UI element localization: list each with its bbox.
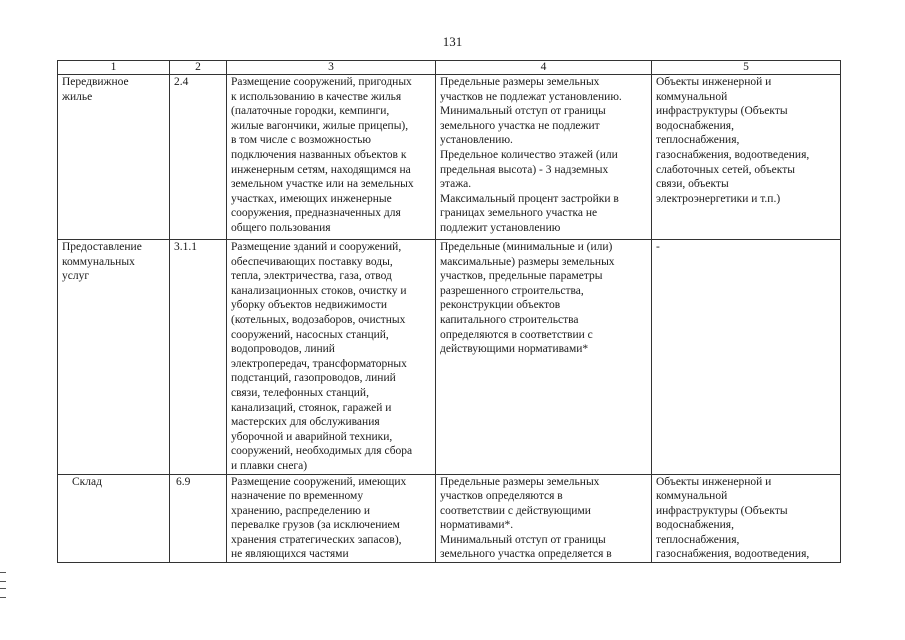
parameters-cell bbox=[436, 240, 652, 475]
text-line: тепла, электричества, газа, отвод bbox=[231, 270, 392, 283]
text-line: и плавки снега) bbox=[231, 459, 308, 472]
parameters-cell bbox=[436, 75, 652, 240]
text-line: Предоставление bbox=[62, 241, 142, 253]
text-line: земельного участка определяется в bbox=[440, 548, 612, 561]
column-header: 5 bbox=[652, 61, 841, 75]
text-line: подстанций, газопроводов, линий bbox=[231, 372, 396, 385]
text-line: 2.4 bbox=[174, 76, 189, 88]
binding-margin-mark bbox=[0, 572, 6, 598]
text-line: газоснабжения, водоотведения, bbox=[656, 548, 810, 561]
text-line: коммунальных bbox=[62, 255, 135, 268]
text-line: теплоснабжения, bbox=[656, 533, 740, 546]
auxiliary-uses-cell bbox=[652, 474, 841, 563]
text-line: Предельные размеры земельных bbox=[440, 76, 600, 88]
text-line: канализационных стоков, очистку и bbox=[231, 284, 407, 297]
text-line: максимальные) размеры земельных bbox=[440, 255, 615, 268]
table-header-row bbox=[58, 61, 841, 75]
text-line: инфраструктуры (Объекты bbox=[656, 504, 788, 517]
text-line: газоснабжения, водоотведения, bbox=[656, 148, 810, 161]
text-line: мастерских для обслуживания bbox=[231, 416, 380, 429]
text-line: теплоснабжения, bbox=[656, 134, 740, 147]
text-line: обеспечивающих поставку воды, bbox=[231, 255, 393, 268]
text-line: реконструкции объектов bbox=[440, 299, 561, 312]
text-line: уборочной и аварийной техники, bbox=[231, 430, 393, 443]
auxiliary-uses-cell bbox=[652, 75, 841, 240]
land-use-code-cell bbox=[170, 474, 227, 563]
text-line: водоснабжения, bbox=[656, 119, 734, 132]
text-line: подключения названных объектов к bbox=[231, 148, 407, 161]
text-line: не являющихся частями bbox=[231, 548, 349, 561]
text-line: сооружений, необходимых для сбора bbox=[231, 445, 413, 458]
land-use-code-cell bbox=[170, 75, 227, 240]
text-line: этажа. bbox=[440, 178, 472, 191]
land-use-name-cell bbox=[58, 75, 170, 240]
text-line: участках, имеющих инженерные bbox=[231, 192, 392, 205]
text-line: земельном участке или на земельных bbox=[231, 178, 414, 191]
text-line: Объекты инженерной и bbox=[656, 475, 772, 488]
auxiliary-uses-cell bbox=[652, 240, 841, 475]
text-line: сооружения, предназначенных для bbox=[231, 207, 401, 220]
text-line: (котельных, водозаборов, очистных bbox=[231, 313, 406, 326]
text-line: в том числе с возможностью bbox=[231, 134, 371, 147]
text-line: инженерным сетям, находящимся на bbox=[231, 163, 411, 176]
text-line: подлежит установлению bbox=[440, 221, 561, 234]
text-line: Максимальный процент застройки в bbox=[440, 192, 619, 205]
text-line: сооружений, насосных станций, bbox=[231, 328, 389, 341]
text-line: - bbox=[656, 241, 660, 253]
text-line: слаботочных сетей, объекты bbox=[656, 163, 795, 176]
text-line: Склад bbox=[72, 475, 102, 488]
text-line: коммунальной bbox=[656, 90, 728, 103]
text-line: коммунальной bbox=[656, 490, 728, 503]
text-line: Объекты инженерной и bbox=[656, 76, 772, 88]
text-line: участков не подлежат установлению. bbox=[440, 90, 622, 103]
description-cell bbox=[227, 474, 436, 563]
text-line: связи, объекты bbox=[656, 178, 729, 191]
column-header: 1 bbox=[58, 61, 170, 75]
text-line: хранению, распределению и bbox=[231, 504, 371, 517]
table-row bbox=[58, 75, 841, 240]
page-number: 131 bbox=[442, 34, 463, 49]
table-row bbox=[58, 240, 841, 475]
text-line: Предельные (минимальные и (или) bbox=[440, 241, 613, 253]
column-header: 3 bbox=[227, 61, 436, 75]
text-line: участков, предельные параметры bbox=[440, 270, 603, 283]
text-line: Минимальный отступ от границы bbox=[440, 105, 606, 118]
text-line: Размещение зданий и сооружений, bbox=[231, 241, 402, 253]
land-use-name-cell bbox=[58, 474, 170, 563]
text-line: Минимальный отступ от границы bbox=[440, 533, 606, 546]
text-line: канализаций, стоянок, гаражей и bbox=[231, 401, 392, 414]
parameters-cell bbox=[436, 474, 652, 563]
text-line: участков определяются в bbox=[440, 490, 563, 503]
table-row bbox=[58, 474, 841, 563]
land-use-name-cell bbox=[58, 240, 170, 475]
column-header: 4 bbox=[436, 61, 652, 75]
text-line: предельная высота) - 3 надземных bbox=[440, 163, 609, 176]
text-line: 3.1.1 bbox=[174, 241, 197, 253]
text-line: определяются в соответствии с bbox=[440, 328, 593, 341]
description-cell bbox=[227, 240, 436, 475]
land-use-code-cell bbox=[170, 240, 227, 475]
column-header: 2 bbox=[170, 61, 227, 75]
text-line: (палаточные городки, кемпинги, bbox=[231, 105, 390, 118]
text-line: жилье bbox=[62, 90, 93, 103]
text-line: нормативами*. bbox=[440, 519, 514, 532]
text-line: к использованию в качестве жилья bbox=[231, 90, 402, 103]
text-line: земельного участка не подлежит bbox=[440, 119, 600, 132]
text-line: электроэнергетики и т.п.) bbox=[656, 192, 781, 205]
text-line: перевалке грузов (за исключением bbox=[231, 519, 400, 532]
text-line: общего пользования bbox=[231, 221, 331, 234]
text-line: установлению. bbox=[440, 134, 513, 147]
text-line: жилые вагончики, жилые прицепы), bbox=[231, 119, 409, 132]
text-line: Передвижное bbox=[62, 76, 129, 88]
text-line: соответствии с действующими bbox=[440, 504, 591, 517]
text-line: Размещение сооружений, пригодных bbox=[231, 76, 412, 88]
text-line: 6.9 bbox=[176, 475, 191, 488]
text-line: назначение по временному bbox=[231, 490, 364, 503]
text-line: водопроводов, линий bbox=[231, 343, 335, 356]
text-line: разрешенного строительства, bbox=[440, 284, 584, 297]
description-cell bbox=[227, 75, 436, 240]
text-line: Предельные размеры земельных bbox=[440, 475, 600, 488]
text-line: хранения стратегических запасов), bbox=[231, 533, 402, 546]
text-line: границах земельного участка не bbox=[440, 207, 598, 220]
text-line: Размещение сооружений, имеющих bbox=[231, 475, 407, 488]
text-line: связи, телефонных станций, bbox=[231, 386, 369, 399]
zoning-regulations-table bbox=[57, 60, 841, 563]
text-line: действующими нормативами* bbox=[440, 343, 589, 356]
text-line: электропередач, трансформаторных bbox=[231, 357, 407, 370]
text-line: услуг bbox=[62, 270, 90, 283]
text-line: капитального строительства bbox=[440, 313, 579, 326]
text-line: водоснабжения, bbox=[656, 519, 734, 532]
text-line: Предельное количество этажей (или bbox=[440, 148, 618, 161]
text-line: инфраструктуры (Объекты bbox=[656, 105, 788, 118]
text-line: уборку объектов недвижимости bbox=[231, 299, 387, 312]
